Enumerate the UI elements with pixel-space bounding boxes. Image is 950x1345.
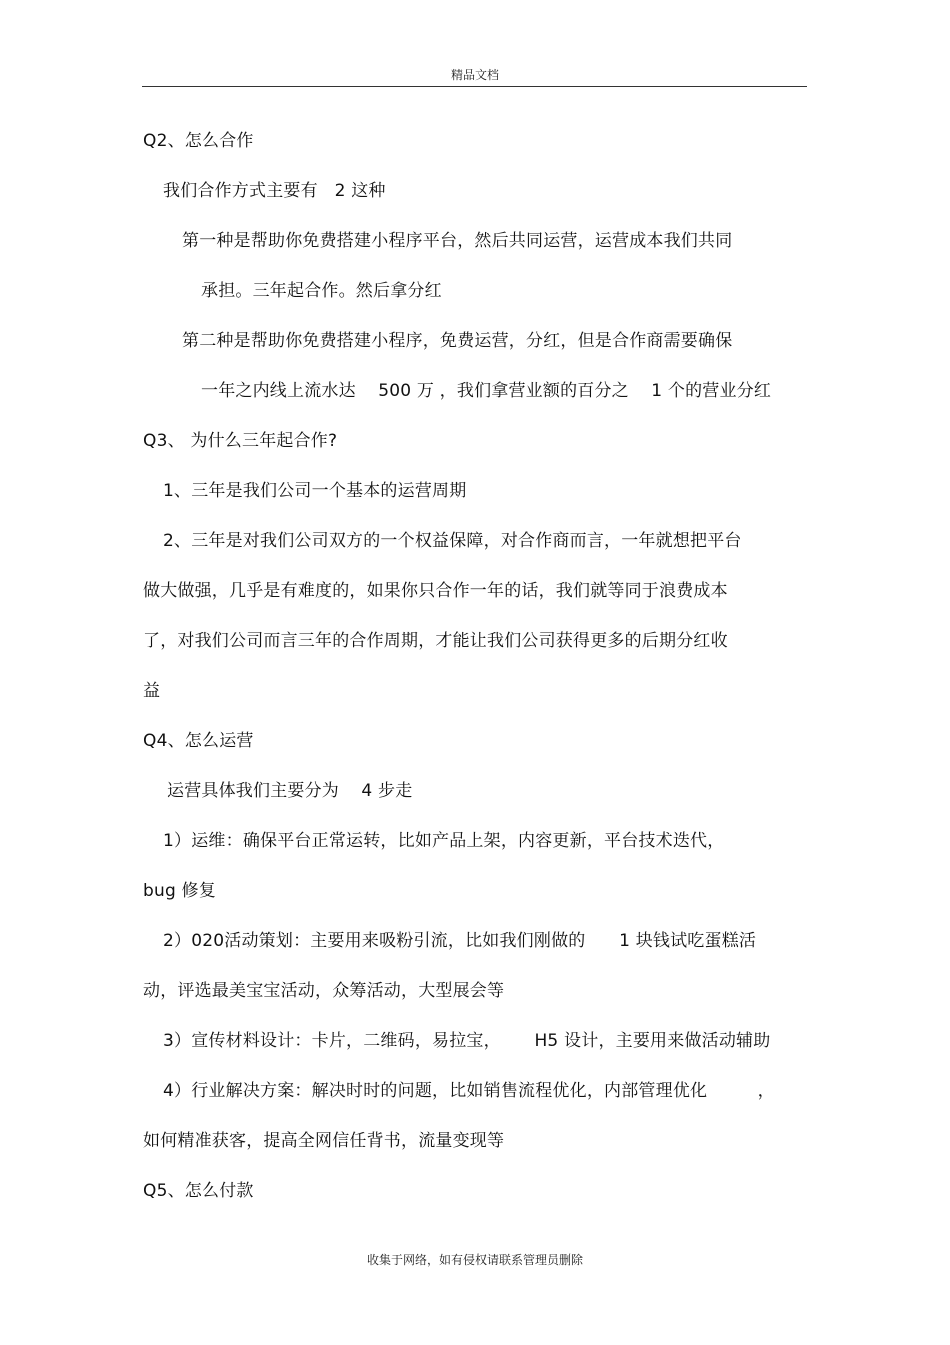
heading-q5: Q5、怎么付款 [143,1181,254,1201]
paragraph-line: 承担。三年起合作。然后拿分红 [201,281,442,301]
paragraph-line: 1、三年是我们公司一个基本的运营周期 [163,481,467,501]
paragraph-line: 了，对我们公司而言三年的合作周期，才能让我们公司获得更多的后期分红收 [143,631,728,651]
paragraph-line: 第一种是帮助你免费搭建小程序平台，然后共同运营，运营成本我们共同 [182,231,733,251]
paragraph-line: 2）020活动策划：主要用来吸粉引流，比如我们刚做的 1 块钱试吃蛋糕活 [163,931,757,951]
paragraph-line: 2、三年是对我们公司双方的一个权益保障，对合作商而言，一年就想把平台 [163,531,742,551]
paragraph-line: 第二种是帮助你免费搭建小程序，免费运营，分红，但是合作商需要确保 [182,331,733,351]
paragraph-line: 动，评选最美宝宝活动，众筹活动，大型展会等 [143,981,505,1001]
paragraph-line: 3）宣传材料设计：卡片，二维码，易拉宝， H5 设计，主要用来做活动辅助 [163,1031,771,1051]
paragraph-line: 运营具体我们主要分为 4 步走 [167,781,413,801]
heading-q4: Q4、怎么运营 [143,731,254,751]
heading-q3: Q3、 为什么三年起合作? [143,431,338,451]
paragraph-line: 一年之内线上流水达 500 万 ，我们拿营业额的百分之 1 个的营业分红 [201,381,772,401]
paragraph-line: 1）运维：确保平台正常运转，比如产品上架，内容更新，平台技术迭代， [163,831,725,851]
paragraph-line: 益 [143,681,161,701]
paragraph-line: 我们合作方式主要有 2 这种 [163,181,386,201]
page-footer: 收集于网络，如有侵权请联系管理员删除 [366,1253,583,1267]
paragraph-line: 做大做强，几乎是有难度的，如果你只合作一年的话，我们就等同于浪费成本 [143,581,728,601]
header-divider [142,86,807,87]
paragraph-line: 如何精准获客，提高全网信任背书，流量变现等 [143,1131,505,1151]
page-header: 精品文档 [450,68,499,82]
heading-q2: Q2、怎么合作 [143,131,254,151]
paragraph-line: bug 修复 [143,881,216,901]
paragraph-line: 4）行业解决方案：解决时时的问题，比如销售流程优化，内部管理优化 ， [163,1081,775,1101]
